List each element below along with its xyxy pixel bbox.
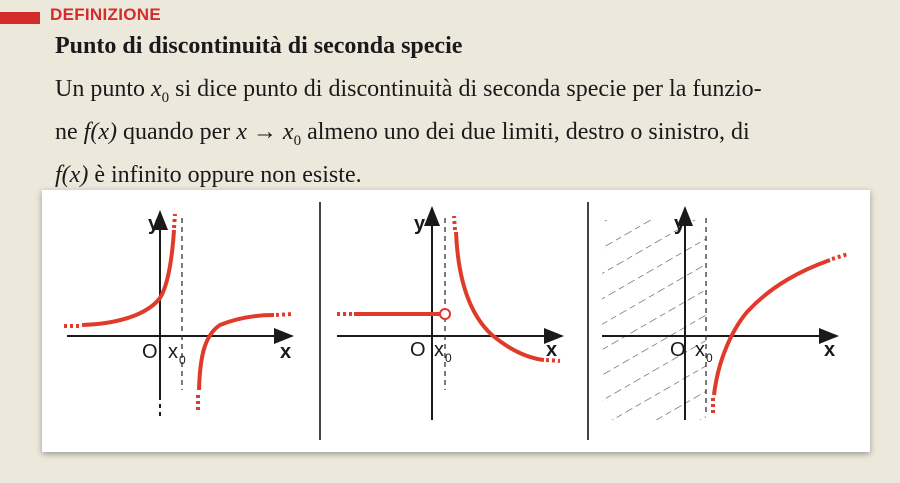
graphs-panel bbox=[42, 190, 870, 452]
definition-title: Punto di discontinuità di seconda specie bbox=[55, 33, 463, 59]
svg-text:x: x bbox=[695, 339, 705, 361]
svg-text:x: x bbox=[824, 339, 836, 361]
svg-text:x: x bbox=[280, 341, 292, 363]
svg-text:x: x bbox=[168, 341, 178, 363]
svg-text:y: y bbox=[148, 213, 160, 235]
svg-text:0: 0 bbox=[445, 351, 452, 365]
svg-text:y: y bbox=[414, 213, 426, 235]
definition-label: DEFINIZIONE bbox=[50, 5, 161, 24]
graph-1 bbox=[64, 212, 292, 420]
svg-text:y: y bbox=[674, 213, 686, 235]
svg-text:O: O bbox=[142, 341, 158, 363]
svg-text:0: 0 bbox=[706, 351, 713, 365]
graph-3 bbox=[602, 208, 848, 420]
svg-text:O: O bbox=[670, 339, 686, 361]
definition-marker bbox=[0, 12, 40, 24]
svg-text:x: x bbox=[434, 339, 444, 361]
svg-text:O: O bbox=[410, 339, 426, 361]
svg-text:x: x bbox=[546, 339, 558, 361]
graph-2 bbox=[337, 208, 562, 420]
svg-text:0: 0 bbox=[179, 353, 186, 367]
definition-text: Un punto $x_0$ si dice punto di discontinuità di seconda specie per la funzio- ne f(x) quando per $x \to x_0$ almeno uno dei due limiti, destro o sinistro, di f(x) è infinito oppure non esiste. bbox=[55, 76, 762, 188]
